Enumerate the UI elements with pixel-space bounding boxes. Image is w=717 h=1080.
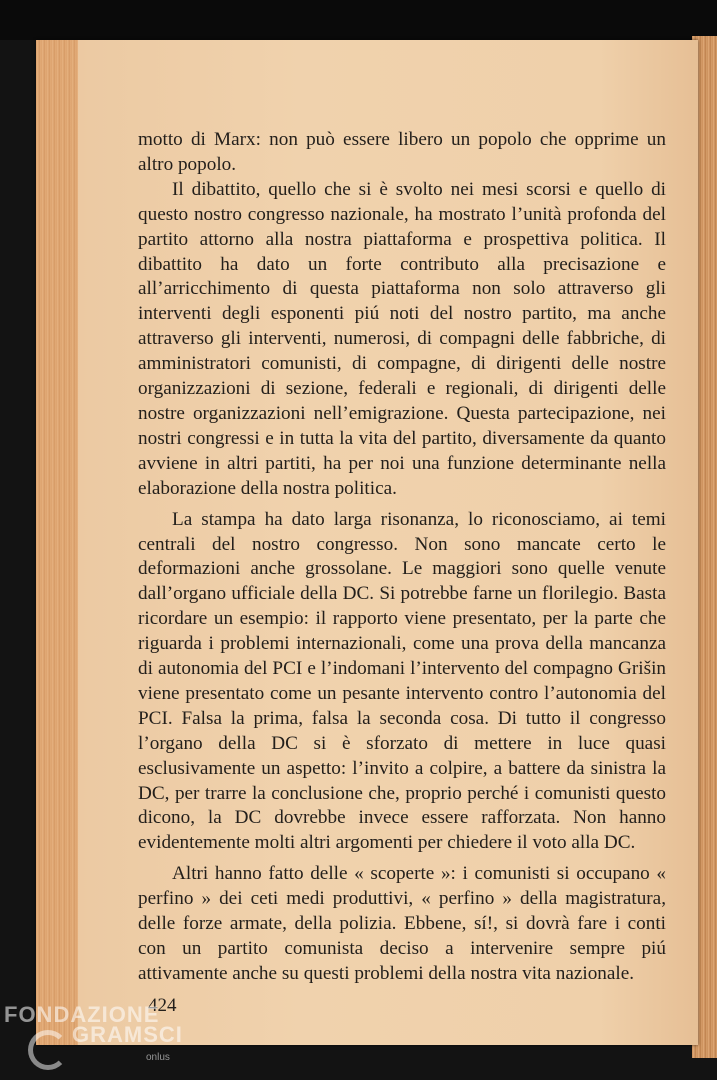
paragraph-1: motto di Marx: non può essere libero un popolo che opprime un altro popolo.	[138, 129, 666, 175]
watermark-logo-text-2: GRAMSCI	[72, 1022, 183, 1047]
watermark-g-icon	[28, 1030, 68, 1070]
book-page-edges-left	[36, 40, 78, 1045]
paragraph-3: La stampa ha dato larga risonanza, lo riconosciamo, ai temi centrali del nostro congresso. Non sono mancate certo le deformazioni anche grossolane. Le maggiori sono quelle venute dall’organo ufficiale della DC. Si potrebbe farne un florilegio. Basta ricordare un esempio: il rapporto viene presentato, per la parte che riguarda i problemi internazionali, come una prova della mancanza di autonomia del PCI e l’indomani l’intervento del compagno Grišin viene presentato come un pesante intervento contro l’autonomia del PCI. Falsa la prima, falsa la seconda cosa. Di tutto il congresso l’organo della DC si è sforzato di mettere in luce quasi esclusivamente un aspetto: l’invito a colpire, a battere da sinistra la DC, per trarre la conclusione che, proprio perché i comunisti questo dicono, la DC dovrebbe invece essere rafforzata. Non hanno evidentemente molti altri argomenti per chiedere il voto alla DC.	[138, 508, 666, 854]
watermark-logo-text: FONDAZIONE	[4, 1002, 160, 1027]
body-text	[138, 128, 666, 987]
paragraph-2: Il dibattito, quello che si è svolto nei mesi scorsi e quello di questo nostro congresso nazionale, ha mostrato l’unità profonda del partito attorno alla nostra piattaforma e prospettiva politica. Il dibattito ha dato un forte contributo alla precisazione e all’arricchimento di questa piattaforma non solo attraverso gli interventi degli esponenti piú noti del nostro partito, ma anche attraverso gli interventi, numerosi, di compagni delle fabbriche, di amministratori comunisti, di compagne, di dirigenti delle nostre organizzazioni di sezione, federali e regionali, di dirigenti delle nostre organizzazioni nell’emigrazione. Questa partecipazione, nei nostri congressi e in tutta la vita del partito, diversamente da quanto avviene in altri partiti, ha per noi una funzione determinante nella elaborazione della nostra politica.	[138, 178, 666, 499]
watermark-onlus: onlus	[146, 1052, 170, 1063]
page-number: 424	[148, 995, 177, 1016]
paragraph-4: Altri hanno fatto delle « scoperte »: i comunisti si occupano « perfino » dei ceti medi produttivi, « perfino » della magistratura, delle forze armate, della polizia. Ebbene, sí!, si dovrà fare i conti con un partito comunista deciso a intervenire sempre piú attivamente anche su questi problemi della nostra vita nazionale.	[138, 863, 666, 984]
scan-background-top	[0, 0, 717, 40]
